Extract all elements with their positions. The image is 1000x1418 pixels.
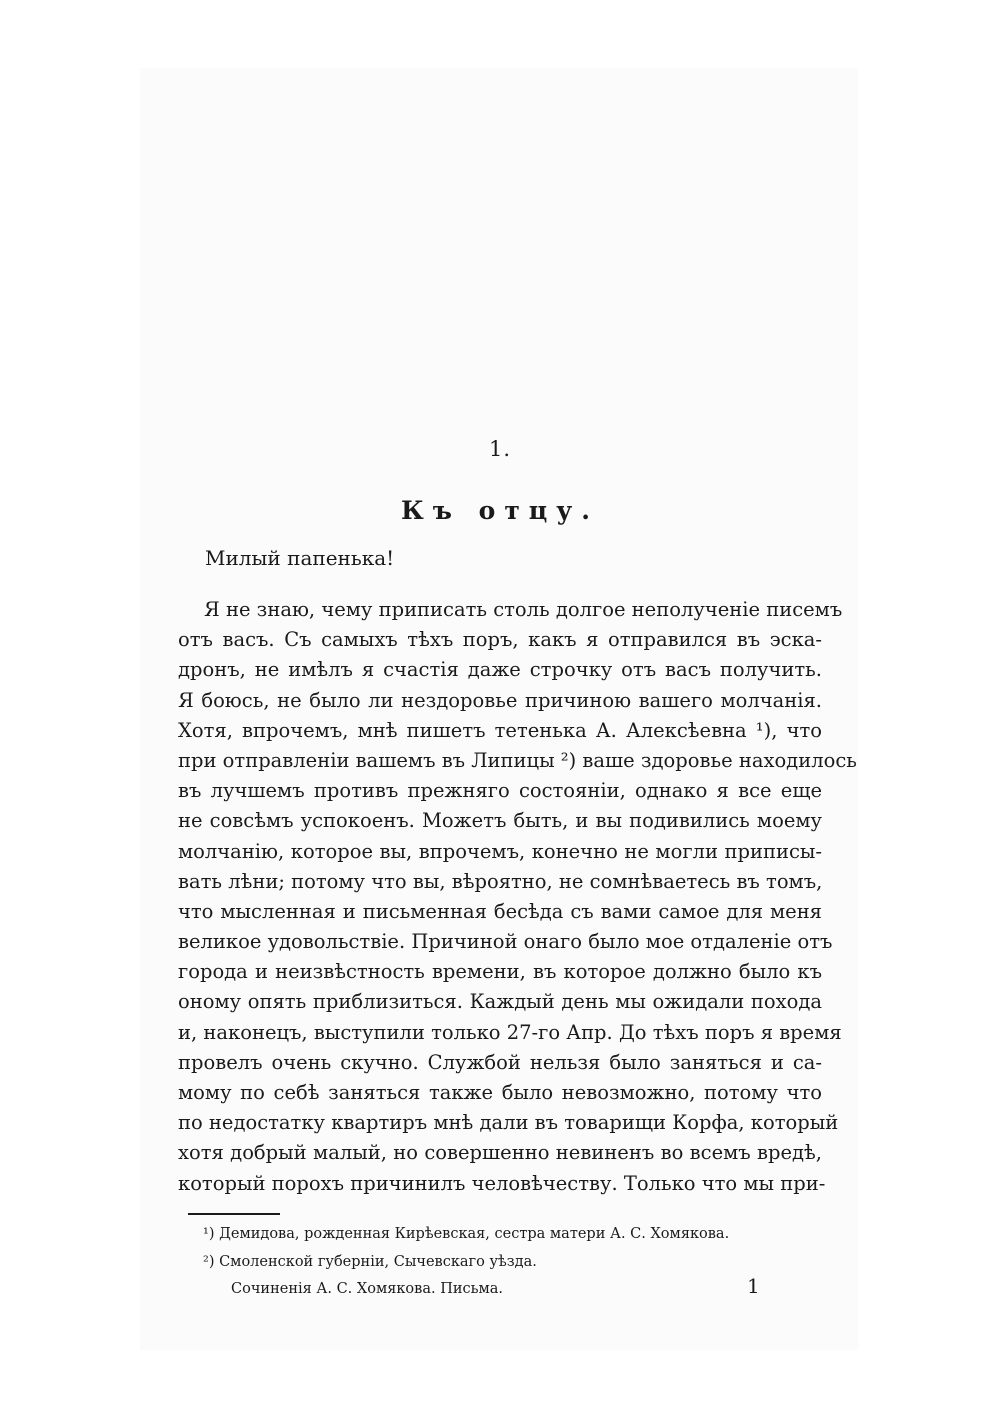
text-line: Я не знаю, чему приписать столь долгое неполученіе писемъ — [204, 598, 843, 621]
page-number: 1 — [747, 1274, 760, 1298]
text-line: хотя добрый малый, но совершенно невиненъ во всемъ вредѣ, — [178, 1141, 822, 1165]
footnote-1: ¹) Демидова, рожденная Кирѣевская, сестра матери А. С. Хомякова. — [203, 1226, 730, 1242]
text-line: молчанію, которое вы, впрочемъ, конечно не могли приписы- — [178, 839, 822, 863]
text-line: Я боюсь, не было ли нездоровье причиною вашего молчанія. — [178, 688, 822, 712]
text-line: что мысленная и письменная бесѣда съ вами самое для меня — [178, 899, 822, 923]
text-line: мому по себѣ заняться также было невозможно, потому что — [178, 1081, 822, 1104]
text-line: оному опять приблизиться. Каждый день мы ожидали похода — [178, 990, 822, 1014]
text-line: провелъ очень скучно. Службой нельзя было заняться и са- — [178, 1050, 822, 1074]
footer-book-title: Сочиненія А. С. Хомякова. Письма. — [231, 1281, 504, 1297]
text-line: при отправленіи вашемъ въ Липицы ²) ваше здоровье находилось — [178, 748, 857, 772]
salutation: Милый папенька! — [205, 546, 395, 570]
text-line: дронъ, не имѣлъ я счастія даже строчку отъ васъ получить. — [178, 658, 822, 682]
text-line: который порохъ причинилъ человѣчеству. Только что мы при- — [178, 1171, 826, 1195]
text-line: вать лѣни; потому что вы, вѣроятно, не сомнѣваетесь въ томъ, — [178, 869, 823, 893]
text-line: и, наконецъ, выступили только 27-го Апр. До тѣхъ поръ я время — [178, 1020, 842, 1044]
text-line: по недостатку квартиръ мнѣ дали въ товарищи Корфа, который — [178, 1111, 839, 1135]
text-line: Хотя, впрочемъ, мнѣ пишетъ тетенька А. Алексѣевна ¹), что — [178, 718, 822, 742]
text-line: великое удовольствіе. Причиной онаго было мое отдаленіе отъ — [178, 930, 833, 954]
footnote-2: ²) Смоленской губерніи, Сычевскаго уѣзда. — [203, 1254, 537, 1270]
footnote-divider — [188, 1213, 280, 1215]
text-line: города и неизвѣстность времени, въ которое должно было къ — [178, 960, 822, 984]
text-line: отъ васъ. Съ самыхъ тѣхъ поръ, какъ я отправился въ эска- — [178, 628, 822, 652]
letter-body — [178, 595, 857, 1199]
text-line: не совсѣмъ успокоенъ. Можетъ быть, и вы подивились моему — [178, 809, 822, 833]
text-line: въ лучшемъ противъ прежняго состояніи, однако я все еще — [178, 779, 822, 803]
letter-title: Къ отцу. — [401, 496, 599, 525]
letter-number: 1. — [488, 437, 512, 461]
